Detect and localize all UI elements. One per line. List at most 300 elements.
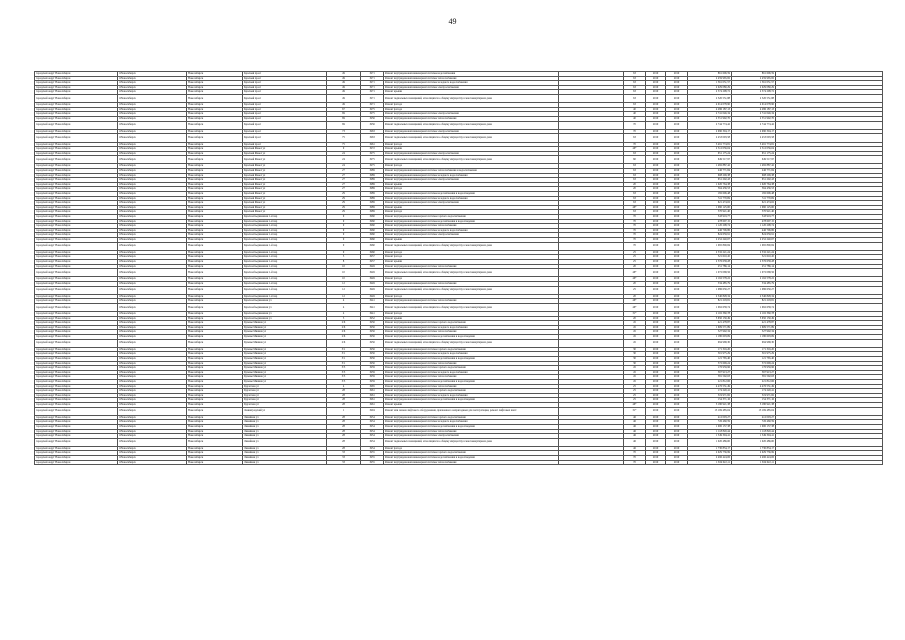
cell-municipality: городской округ Новосибирск [35,134,118,142]
cell-cost: 1 118 820,44 [688,429,732,434]
cell-cost: 581 592,63 [688,375,732,380]
cell-street: Линейная ул [243,434,327,439]
cell-total: 4 014 078,90 [732,103,776,108]
cell-total: 1 062 658,74 [732,303,776,311]
cell-street: Курчатова ул [243,402,327,407]
cell-cost: 343 919,77 [688,215,732,220]
cell-work-type: Ремонт фасада [384,187,559,192]
cell-city: Новосибирск [187,156,243,164]
cell-house-number: 49 [327,85,361,90]
cell-municipality: городской округ Новосибирск [35,103,118,108]
cell-year-end: 2019 [666,361,688,366]
cell-city: Новосибирск [187,424,243,429]
cell-total: 2 252 240,67 [732,237,776,242]
cell-total: 2 459 965,82 [732,76,776,81]
cell-street: Краснообъединенная 1-й пер [243,281,327,286]
cell-street: Ленинградский ул [243,407,327,415]
cell-total: 621 474,02 [732,201,776,206]
cell-cost: 2 532 221,24 [688,250,732,255]
cell-total: 572 699,24 [732,361,776,366]
cell-year-built: 1954 [361,424,384,429]
cell-cost: 821 218,81 [688,299,732,304]
cell-year-built: 1956 [361,330,384,335]
cell-share: 40 [624,116,646,121]
cell-city: Новосибирск [187,460,243,465]
cell-municipality: городской округ Новосибирск [35,352,118,357]
cell-year-end: 2019 [666,393,688,398]
cell-share: 25 [624,389,646,394]
cell-year-end: 2019 [666,398,688,403]
cell-total: 2 376 658,28 [732,259,776,264]
cell-total: 364 436,53 [732,187,776,192]
cell-street: Линейная ул [243,424,327,429]
cell-year-built: 1963 [361,129,384,134]
cell-municipality: городской округ Новосибирск [35,286,118,294]
cell-year-end: 2019 [666,281,688,286]
cell-municipality: городской округ Новосибирск [35,81,118,86]
cell-work-type: Ремонт внутридомовой инженерной системы электроснабжения [384,178,559,183]
cell-year-built: 1956 [361,335,384,340]
cell-street: Красный Факел ул [243,182,327,187]
cell-blank-col [559,242,624,250]
cell-settlement: г.Новосибирск [118,129,187,134]
cell-year-built: 1959 [361,366,384,371]
cell-year-end: 2019 [666,196,688,201]
cell-cost: 2 340 828,34 [688,294,732,299]
cell-total: 1 549 304,41 [732,434,776,439]
cell-cost: 570 921,40 [688,210,732,215]
cell-city: Новосибирск [187,85,243,90]
cell-share: 45 [624,339,646,347]
cell-house-number: 1 [327,407,361,415]
cell-city: Новосибирск [187,420,243,425]
cell-total: 221 812,66 [732,379,776,384]
cell-settlement: г.Новосибирск [118,233,187,238]
cell-work-type: Ремонт внутридомовой инженерной системы теплоснабжения [384,281,559,286]
cell-year-start: 2019 [646,407,666,415]
cell-share: 20 [624,264,646,269]
cell-cost: 171 316,20 [688,347,732,352]
cell-street: Красный пр-кт [243,76,327,81]
cell-settlement: г.Новосибирск [118,187,187,192]
cell-share: 45 [624,366,646,371]
cell-house-number: 24 [327,151,361,156]
cell-city: Новосибирск [187,303,243,311]
table-row [35,286,883,294]
cell-work-type: Ремонт внутридомовой инженерной системы холодного водоснабжения [384,173,559,178]
cell-house-number: 29 [327,192,361,197]
cell-year-end: 2019 [666,116,688,121]
cell-year-built: 1954 [361,446,384,451]
cell-house-number: 9 [327,219,361,224]
cell-cost: 2 090 304,17 [688,129,732,134]
cell-street: Краснообъединенная ул [243,316,327,321]
cell-municipality: городской округ Новосибирск [35,446,118,451]
cell-year-start: 2019 [646,361,666,366]
cell-cost: 621 474,02 [688,201,732,206]
cell-city: Новосибирск [187,393,243,398]
cell-total: 2 741 046,34 [732,112,776,117]
cell-street: Кузьмы Минина ул [243,375,327,380]
cell-city: Новосибирск [187,121,243,129]
cell-year-start: 2019 [646,451,666,456]
cell-share: 46 [624,438,646,446]
cell-settlement: г.Новосибирск [118,429,187,434]
cell-total: 421 478,87 [732,321,776,326]
cell-street: Краснообъединенная 1-й пер [243,224,327,229]
cell-cost: 861 606,59 [688,72,732,77]
cell-house-number: 10 [327,264,361,269]
cell-municipality: городской округ Новосибирск [35,407,118,415]
cell-street: Краснообъединенная 1-й пер [243,277,327,282]
cell-city: Новосибирск [187,451,243,456]
cell-total: 861 606,59 [732,72,776,77]
cell-cost: 824 659,91 [688,233,732,238]
cell-street: Краснообъединенная ул [243,299,327,304]
cell-year-start: 2019 [646,384,666,389]
cell-year-end: 2019 [666,219,688,224]
cell-house-number: 2/6 [327,321,361,326]
cell-city: Новосибирск [187,134,243,142]
cell-year-end: 2019 [666,347,688,352]
cell-cost: 1 482 887,42 [688,164,732,169]
cell-settlement: г.Новосибирск [118,255,187,260]
cell-year-end: 2019 [666,384,688,389]
cell-settlement: г.Новосибирск [118,339,187,347]
cell-street: Красный пр-кт [243,90,327,95]
cell-street: Красный Факел ул [243,196,327,201]
cell-year-end: 2019 [666,277,688,282]
cell-settlement: г.Новосибирск [118,286,187,294]
cell-settlement: г.Новосибирск [118,424,187,429]
cell-share: 70 [624,456,646,461]
cell-year-start: 2019 [646,339,666,347]
cell-year-end: 2019 [666,286,688,294]
cell-house-number: 3/3 [327,366,361,371]
cell-settlement: г.Новосибирск [118,352,187,357]
table-row [35,121,883,129]
cell-house-number: 9 [327,224,361,229]
cell-street: Кузьмы Минина ул [243,379,327,384]
cell-share: 46 [624,420,646,425]
cell-year-end: 2019 [666,112,688,117]
cell-year-start: 2019 [646,237,666,242]
cell-year-end: 2019 [666,402,688,407]
cell-cost: 2 459 965,82 [688,76,732,81]
cell-notes [776,121,883,129]
cell-work-type: Ремонт фасада [384,277,559,282]
cell-share: 70 [624,237,646,242]
cell-work-type: Ремонт внутридомовой инженерной системы водоснабжения и водоотведения [384,398,559,403]
cell-total: 154 371,16 [732,398,776,403]
cell-year-start: 2019 [646,178,666,183]
cell-year-start: 2019 [646,286,666,294]
cell-settlement: г.Новосибирск [118,151,187,156]
cell-work-type: Ремонт внутридомовой инженерной системы водоснабжения и водоотведения [384,192,559,197]
cell-house-number: 33 [327,460,361,465]
cell-work-type: Ремонт подвальных помещений, относящихся к общему имуществу в многоквартирном доме [384,303,559,311]
cell-settlement: г.Новосибирск [118,142,187,147]
cell-share: 40 [624,107,646,112]
cell-year-built: 1954 [361,415,384,420]
cell-total: 121 765,40 [732,357,776,362]
cell-share: 63 [624,210,646,215]
cell-municipality: городской округ Новосибирск [35,429,118,434]
cell-year-end: 2019 [666,147,688,152]
cell-work-type: Ремонт внутридомовой инженерной системы теплоснабжения [384,460,559,465]
cell-notes [776,134,883,142]
cell-cost: 1 634 022,11 [688,460,732,465]
cell-cost: 1 065 800,84 [688,242,732,250]
cell-work-type: Ремонт подвальных помещений, относящихся к общему имуществу в многоквартирном доме [384,286,559,294]
cell-year-built: 1960 [361,215,384,220]
cell-municipality: городской округ Новосибирск [35,94,118,102]
cell-settlement: г.Новосибирск [118,90,187,95]
cell-city: Новосибирск [187,384,243,389]
cell-city: Новосибирск [187,286,243,294]
cell-share: 63 [624,151,646,156]
cell-year-start: 2019 [646,429,666,434]
cell-municipality: городской округ Новосибирск [35,366,118,371]
cell-cost: 1 086 630,27 [688,286,732,294]
cell-municipality: городской округ Новосибирск [35,215,118,220]
cell-share: 31* [624,407,646,415]
cell-work-type: Ремонт внутридомовой инженерной системы электроснабжения [384,434,559,439]
cell-city: Новосибирск [187,415,243,420]
cell-share: 70 [624,142,646,147]
cell-street: Линейная ул [243,415,327,420]
cell-share: 20 [624,187,646,192]
cell-house-number: 4 [327,303,361,311]
cell-street: Краснообъединенная 1-й пер [243,233,327,238]
cell-year-start: 2019 [646,389,666,394]
cell-total: 1 609 571,89 [732,325,776,330]
cell-year-start: 2019 [646,375,666,380]
cell-total: 301 975,29 [732,352,776,357]
cell-total: 534 485,79 [732,281,776,286]
cell-year-end: 2019 [666,460,688,465]
cell-year-start: 2019 [646,281,666,286]
cell-street: Кузьмы Минина ул [243,330,327,335]
cell-city: Новосибирск [187,147,243,152]
cell-settlement: г.Новосибирск [118,434,187,439]
cell-street: Кузьмы Минина ул [243,347,327,352]
cell-house-number: 29 [327,205,361,210]
cell-year-built: 1956 [361,116,384,121]
cell-municipality: городской округ Новосибирск [35,169,118,174]
cell-year-built: 1960 [361,224,384,229]
cell-year-built: 1989 [361,182,384,187]
cell-house-number: 49 [327,72,361,77]
cell-house-number: 3/3 [327,379,361,384]
cell-total: 2 532 221,24 [732,250,776,255]
cell-street: Красный пр-кт [243,85,327,90]
cell-total: 1 730 834,17 [732,446,776,451]
cell-year-end: 2019 [666,415,688,420]
cell-settlement: г.Новосибирск [118,366,187,371]
cell-settlement: г.Новосибирск [118,210,187,215]
cell-share: 25 [624,250,646,255]
cell-street: Краснообъединенная 1-й пер [243,286,327,294]
cell-share: 70 [624,129,646,134]
cell-cost: 4 014 078,90 [688,103,732,108]
cell-cost: 2 029 080,29 [688,85,732,90]
cell-settlement: г.Новосибирск [118,361,187,366]
capital-repair-table [34,71,883,465]
cell-total: 726 460,59 [732,420,776,425]
cell-share: 46 [624,429,646,434]
cell-blank-col [559,303,624,311]
cell-street: Красный Факел ул [243,205,327,210]
cell-city: Новосибирск [187,277,243,282]
cell-house-number: 5 [327,316,361,321]
cell-share: 30 [624,347,646,352]
cell-city: Новосибирск [187,438,243,446]
cell-notes [776,242,883,250]
cell-street: Красный пр-кт [243,72,327,77]
cell-settlement: г.Новосибирск [118,264,187,269]
cell-settlement: г.Новосибирск [118,103,187,108]
cell-cost: 2 320 551,88 [688,94,732,102]
cell-year-start: 2019 [646,259,666,264]
cell-house-number: 69 [327,116,361,121]
cell-work-type: Ремонт фасада [384,103,559,108]
cell-year-end: 2019 [666,366,688,371]
cell-share: 63 [624,192,646,197]
cell-year-built: 1941 [361,312,384,317]
cell-street: Линейная ул [243,429,327,434]
cell-city: Новосибирск [187,178,243,183]
cell-city: Новосибирск [187,187,243,192]
cell-settlement: г.Новосибирск [118,196,187,201]
cell-total: 4 286 187,13 [732,107,776,112]
cell-blank-col [559,438,624,446]
cell-year-start: 2019 [646,299,666,304]
cell-house-number: 9 [327,215,361,220]
cell-work-type: Ремонт внутридомовой инженерной системы водоснабжения и водоотведения [384,219,559,224]
cell-year-end: 2019 [666,269,688,277]
cell-work-type: Ремонт внутридомовой инженерной системы холодного водоснабжения [384,352,559,357]
cell-house-number: 12 [327,294,361,299]
cell-settlement: г.Новосибирск [118,330,187,335]
cell-total: 1 020 486,60 [732,438,776,446]
cell-year-start: 2019 [646,219,666,224]
cell-year-end: 2019 [666,76,688,81]
cell-house-number: 28 [327,402,361,407]
cell-cost: 1 730 834,17 [688,446,732,451]
cell-year-start: 2019 [646,335,666,340]
cell-settlement: г.Новосибирск [118,169,187,174]
cell-cost: 311 770,69 [688,196,732,201]
cell-year-start: 2019 [646,215,666,220]
cell-work-type: Ремонт внутридомовой инженерной системы электроснабжения [384,85,559,90]
cell-city: Новосибирск [187,281,243,286]
cell-municipality: городской округ Новосибирск [35,205,118,210]
cell-year-built: 1959 [361,370,384,375]
cell-year-built: 1955 [361,456,384,461]
cell-street: Красный Факел ул [243,178,327,183]
cell-year-end: 2019 [666,250,688,255]
cell-settlement: г.Новосибирск [118,389,187,394]
cell-street: Кузьмы Минина ул [243,370,327,375]
cell-year-start: 2019 [646,81,666,86]
cell-total: 1 634 022,11 [732,460,776,465]
cell-share: 63 [624,94,646,102]
cell-year-built: 1961 [361,402,384,407]
cell-year-end: 2019 [666,210,688,215]
cell-city: Новосибирск [187,407,243,415]
cell-settlement: г.Новосибирск [118,402,187,407]
cell-year-end: 2019 [666,242,688,250]
cell-year-built: 1956 [361,361,384,366]
cell-street: Курчатова ул [243,389,327,394]
cell-city: Новосибирск [187,173,243,178]
cell-year-end: 2019 [666,129,688,134]
cell-municipality: городской округ Новосибирск [35,201,118,206]
cell-year-built: 1955 [361,451,384,456]
cell-street: Красный пр-кт [243,112,327,117]
cell-house-number: 27 [327,178,361,183]
cell-house-number: 69 [327,112,361,117]
cell-year-start: 2019 [646,233,666,238]
table-row [35,94,883,102]
cell-year-built: 1972 [361,147,384,152]
cell-work-type: Ремонт внутридомовой инженерной системы водоснабжения и водоотведения [384,424,559,429]
cell-year-built: 1956 [361,339,384,347]
cell-house-number: 4 [327,312,361,317]
table-row [35,407,883,415]
cell-cost: 2 551 992,70 [688,116,732,121]
cell-year-start: 2019 [646,192,666,197]
cell-municipality: городской округ Новосибирск [35,375,118,380]
cell-cost: 2 252 240,67 [688,237,732,242]
cell-notes [776,438,883,446]
cell-total: 367 913,27 [732,370,776,375]
cell-settlement: г.Новосибирск [118,94,187,102]
cell-year-built: 1954 [361,420,384,425]
cell-year-start: 2019 [646,76,666,81]
cell-municipality: городской округ Новосибирск [35,451,118,456]
cell-share: 45 [624,325,646,330]
cell-settlement: г.Новосибирск [118,438,187,446]
cell-city: Новосибирск [187,299,243,304]
cell-year-end: 2019 [666,173,688,178]
cell-year-start: 2019 [646,210,666,215]
cell-share: 46 [624,415,646,420]
cell-year-end: 2019 [666,201,688,206]
cell-year-end: 2019 [666,339,688,347]
cell-city: Новосибирск [187,321,243,326]
cell-year-built: 1971 [361,85,384,90]
cell-house-number: 67 [327,107,361,112]
cell-year-start: 2019 [646,94,666,102]
cell-year-end: 2019 [666,142,688,147]
cell-municipality: городской округ Новосибирск [35,347,118,352]
cell-work-type: Ремонт внутридомовой инженерной системы электроснабжения [384,112,559,117]
cell-year-built: 1960 [361,237,384,242]
cell-street: Краснообъединенная 1-й пер [243,259,327,264]
table-row [35,303,883,311]
cell-city: Новосибирск [187,255,243,260]
cell-work-type: Ремонт внутридомовой инженерной системы холодного водоснабжения [384,325,559,330]
cell-total: 1 072 068,56 [732,269,776,277]
cell-settlement: г.Новосибирск [118,219,187,224]
cell-city: Новосибирск [187,112,243,117]
cell-street: Курчатова ул [243,398,327,403]
cell-work-type: Ремонт внутридомовой инженерной системы электроснабжения [384,151,559,156]
cell-house-number: 28 [327,393,361,398]
cell-work-type: Ремонт внутридомовой инженерной системы горячего водоснабжения [384,389,559,394]
